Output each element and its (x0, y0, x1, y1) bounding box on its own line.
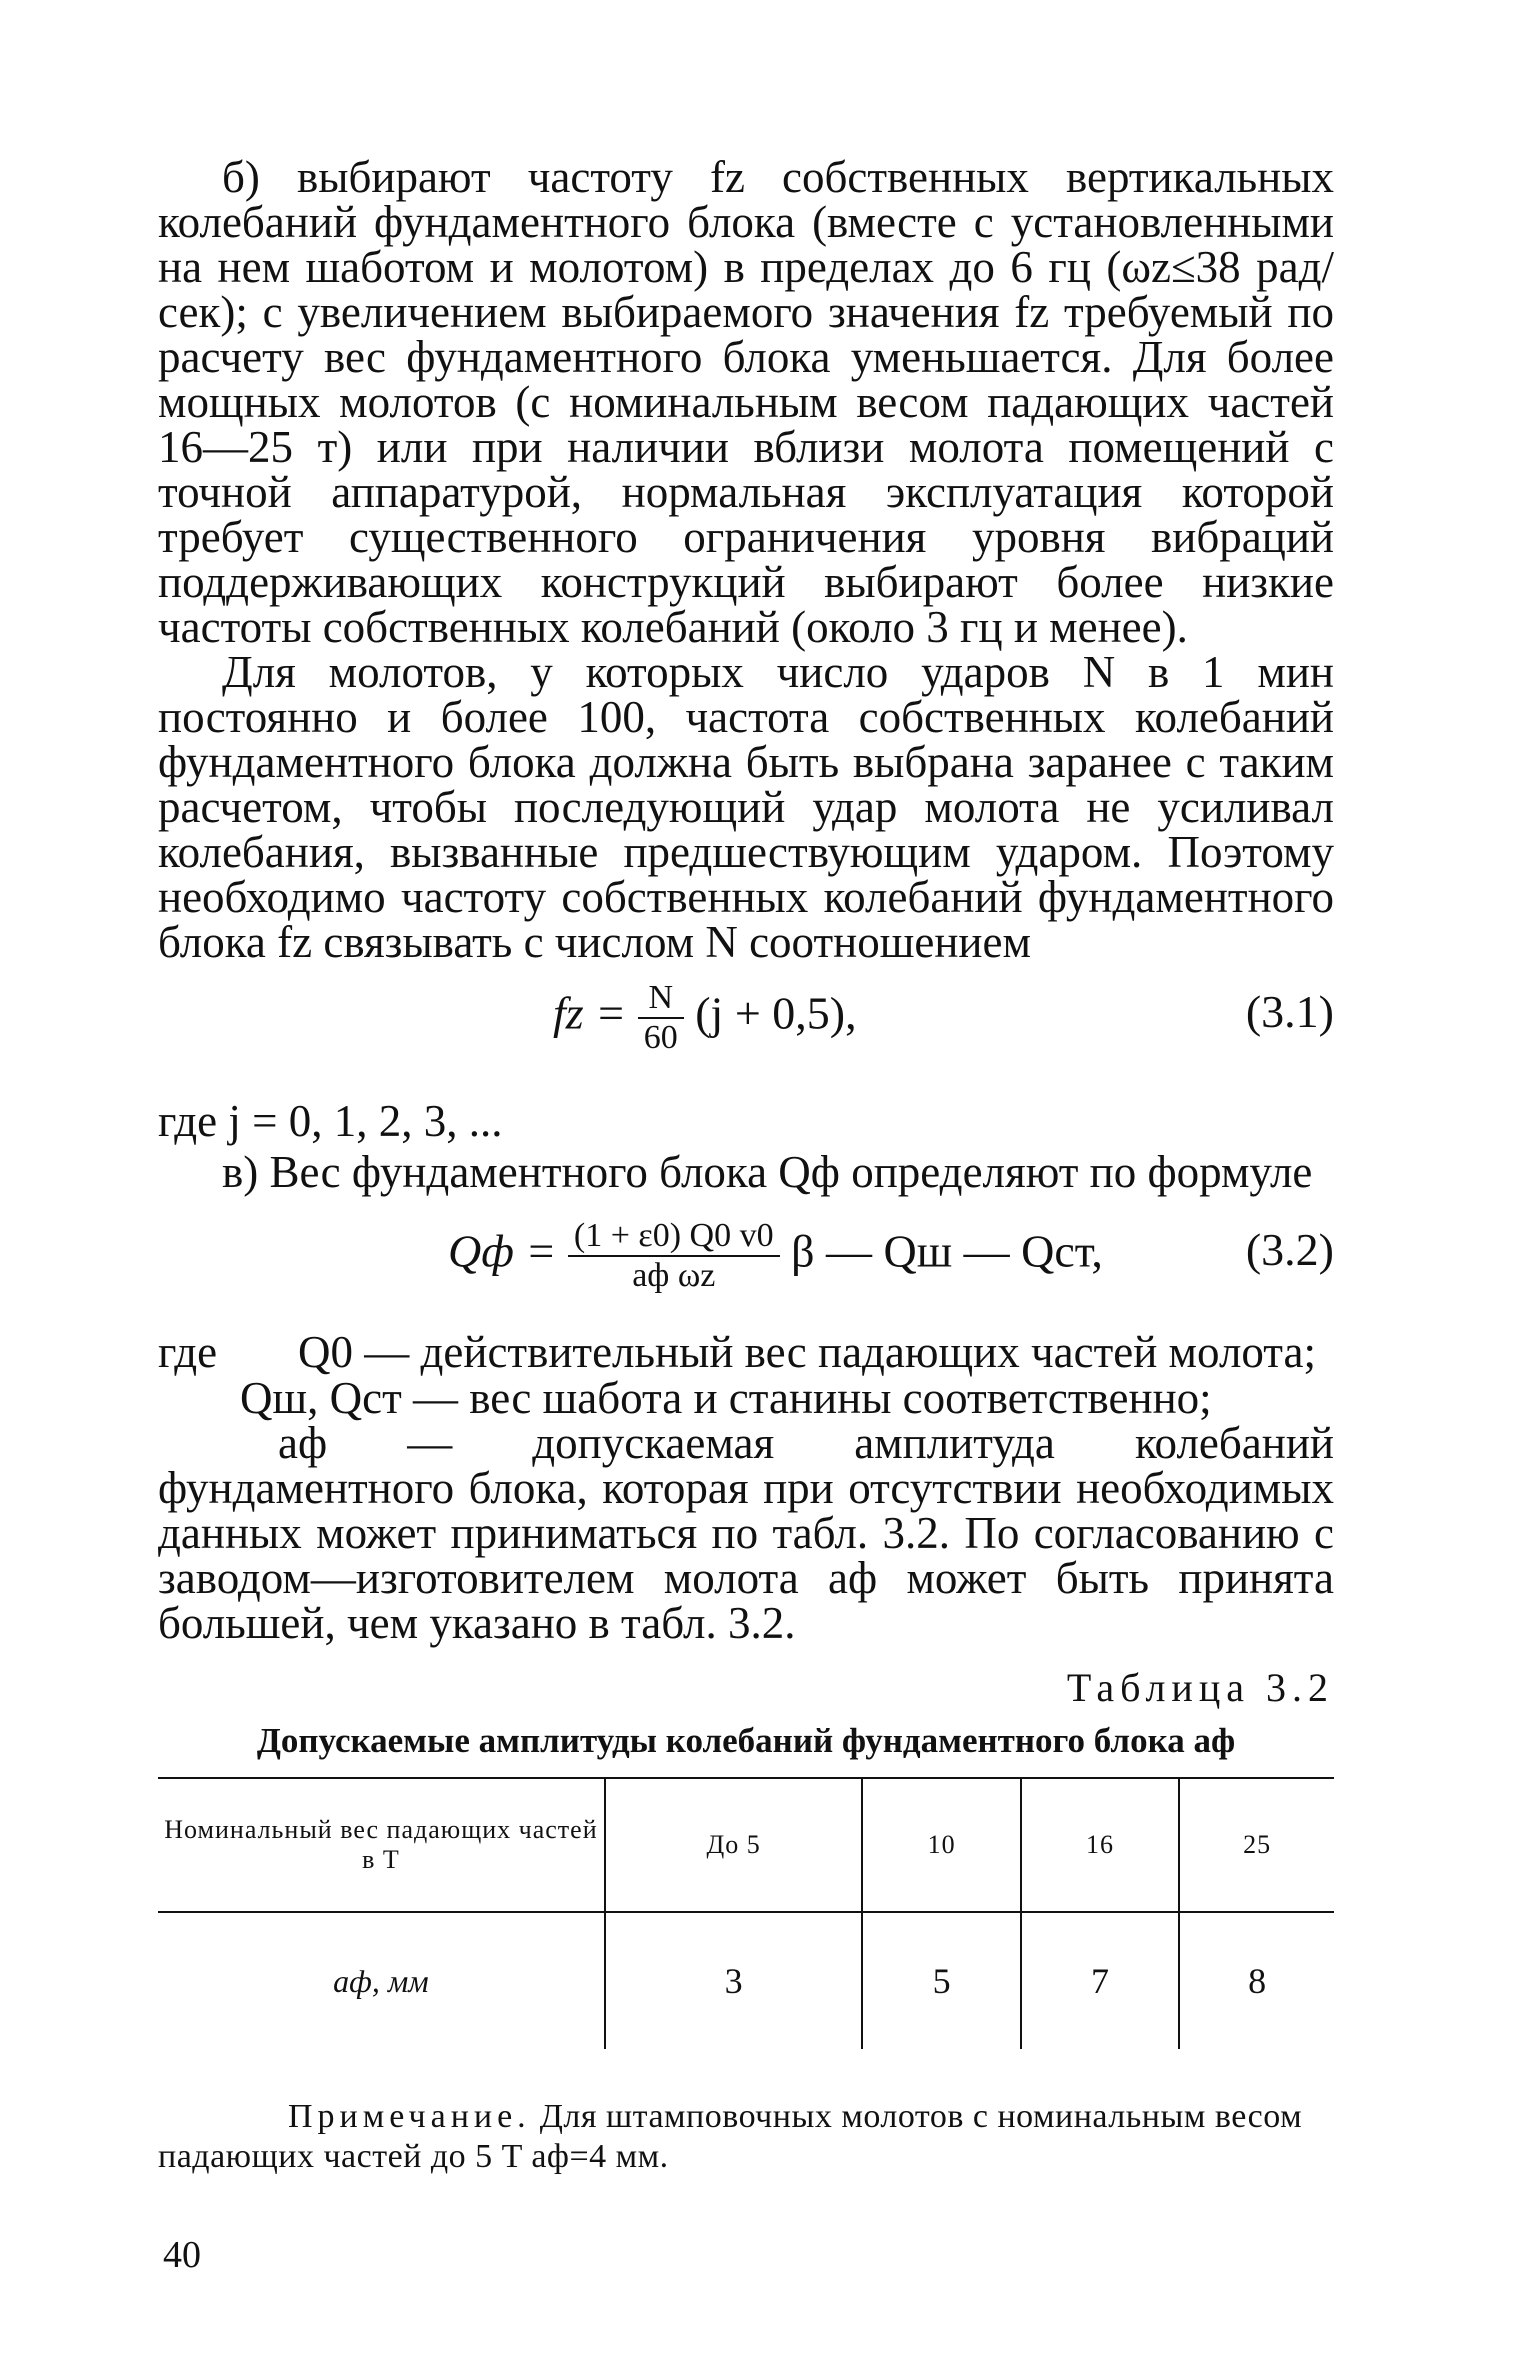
table-header-cell: Номинальный вес падающих частей в T (158, 1778, 605, 1912)
table-header-cell: 16 (1021, 1778, 1179, 1912)
formula-3-2-numerator: (1 + ε0) Q0 v0 (573, 1217, 774, 1254)
note-text: Для штамповочных молотов с номинальным весом падающих частей до 5 T aф=4 мм. (158, 2098, 1303, 2175)
formula-3-2-fraction (568, 1217, 780, 1295)
formula-3-1-denominator: 60 (638, 1017, 684, 1057)
paragraph-c: в) Вес фундаментного блока Qф определяют по формуле (222, 1147, 1313, 1197)
table-caption: Таблица 3.2 (1066, 1665, 1334, 1710)
definitions-where: где (158, 1327, 218, 1377)
table-header-row (158, 1778, 1334, 1912)
definition-q0: Q0 — действительный вес падающих частей молота; (298, 1327, 1316, 1377)
formula-3-1 (158, 979, 1334, 1099)
definition-qsh-qst: Qш, Qст — вес шабота и станины соответственно; (240, 1373, 1212, 1423)
table-title: Допускаемые амплитуды колебаний фундаментного блока aф (256, 1721, 1236, 1760)
table-header-cell: До 5 (605, 1778, 863, 1912)
page-content (158, 152, 1334, 2177)
definition-q0-row (158, 1329, 1334, 1375)
formula-3-1-numerator: N (648, 979, 674, 1016)
page-number: 40 (163, 2234, 201, 2276)
formula-3-1-number: (3.1) (1245, 986, 1334, 1037)
formula-3-2-denominator: aф ωz (568, 1255, 780, 1295)
formula-3-2 (158, 1217, 1334, 1329)
definition-af: aф — допускаемая амплитуда колебаний фундаментного блока, которая при отсутствии необходимых данных может приниматься по табл. 3.2. По согласованию с заводом—изготовителем молота aф может быть принята большей, чем указано в табл. 3.2. (158, 1418, 1334, 1648)
paragraph-hammers: Для молотов, у которых число ударов N в 1 мин постоянно и более 100, частота собственных колебаний фундаментного блока должна быть выбрана заранее с таким расчетом, чтобы последующий удар молота не усиливал колебания, вызванные предшествующим ударом. Поэтому необходимо частоту собственных колебаний фундаментного блока fz связывать с числом N соотношением (158, 647, 1334, 967)
table-cell: 5 (862, 1912, 1020, 2049)
formula-3-1-rhs: (j + 0,5), (695, 987, 857, 1039)
formula-3-2-rhs: β — Qш — Qст, (791, 1225, 1103, 1277)
amplitude-table (158, 1777, 1334, 2049)
formula-3-2-lhs: Qф = (448, 1225, 557, 1277)
definitions (158, 1329, 1334, 1646)
table-cell: 8 (1179, 1912, 1334, 2049)
where-j: где j = 0, 1, 2, 3, ... (158, 1096, 503, 1146)
table-row (158, 1912, 1334, 2049)
table-cell: 3 (605, 1912, 863, 2049)
table-cell: 7 (1021, 1912, 1179, 2049)
note-label: Примечание. (288, 2098, 531, 2135)
paragraph-b: б) выбирают частоту fz собственных вертикальных колебаний фундаментного блока (вместе с установленными на нем шаботом и молотом) в пределах до 6 гц (ωz≤38 рад/сек); с увеличением выбираемого значения fz требуемый по расчету вес фундаментного блока уменьшается. Для более мощных молотов (с номинальным весом падающих частей 16—25 т) или при наличии вблизи молота помещений с точной аппаратурой, нормальная эксплуатация которой требует существенного ограничения уровня вибраций поддерживающих конструкций выбирают более низкие частоты собственных колебаний (около 3 гц и менее). (158, 152, 1334, 652)
formula-3-1-fraction (638, 979, 684, 1057)
table-header-cell: 10 (862, 1778, 1020, 1912)
table-cell: aф, мм (333, 1962, 429, 1999)
table-header-cell: 25 (1179, 1778, 1334, 1912)
table-note (158, 2097, 1334, 2177)
formula-3-1-lhs: fz = (553, 987, 627, 1039)
formula-3-2-number: (3.2) (1245, 1224, 1334, 1275)
